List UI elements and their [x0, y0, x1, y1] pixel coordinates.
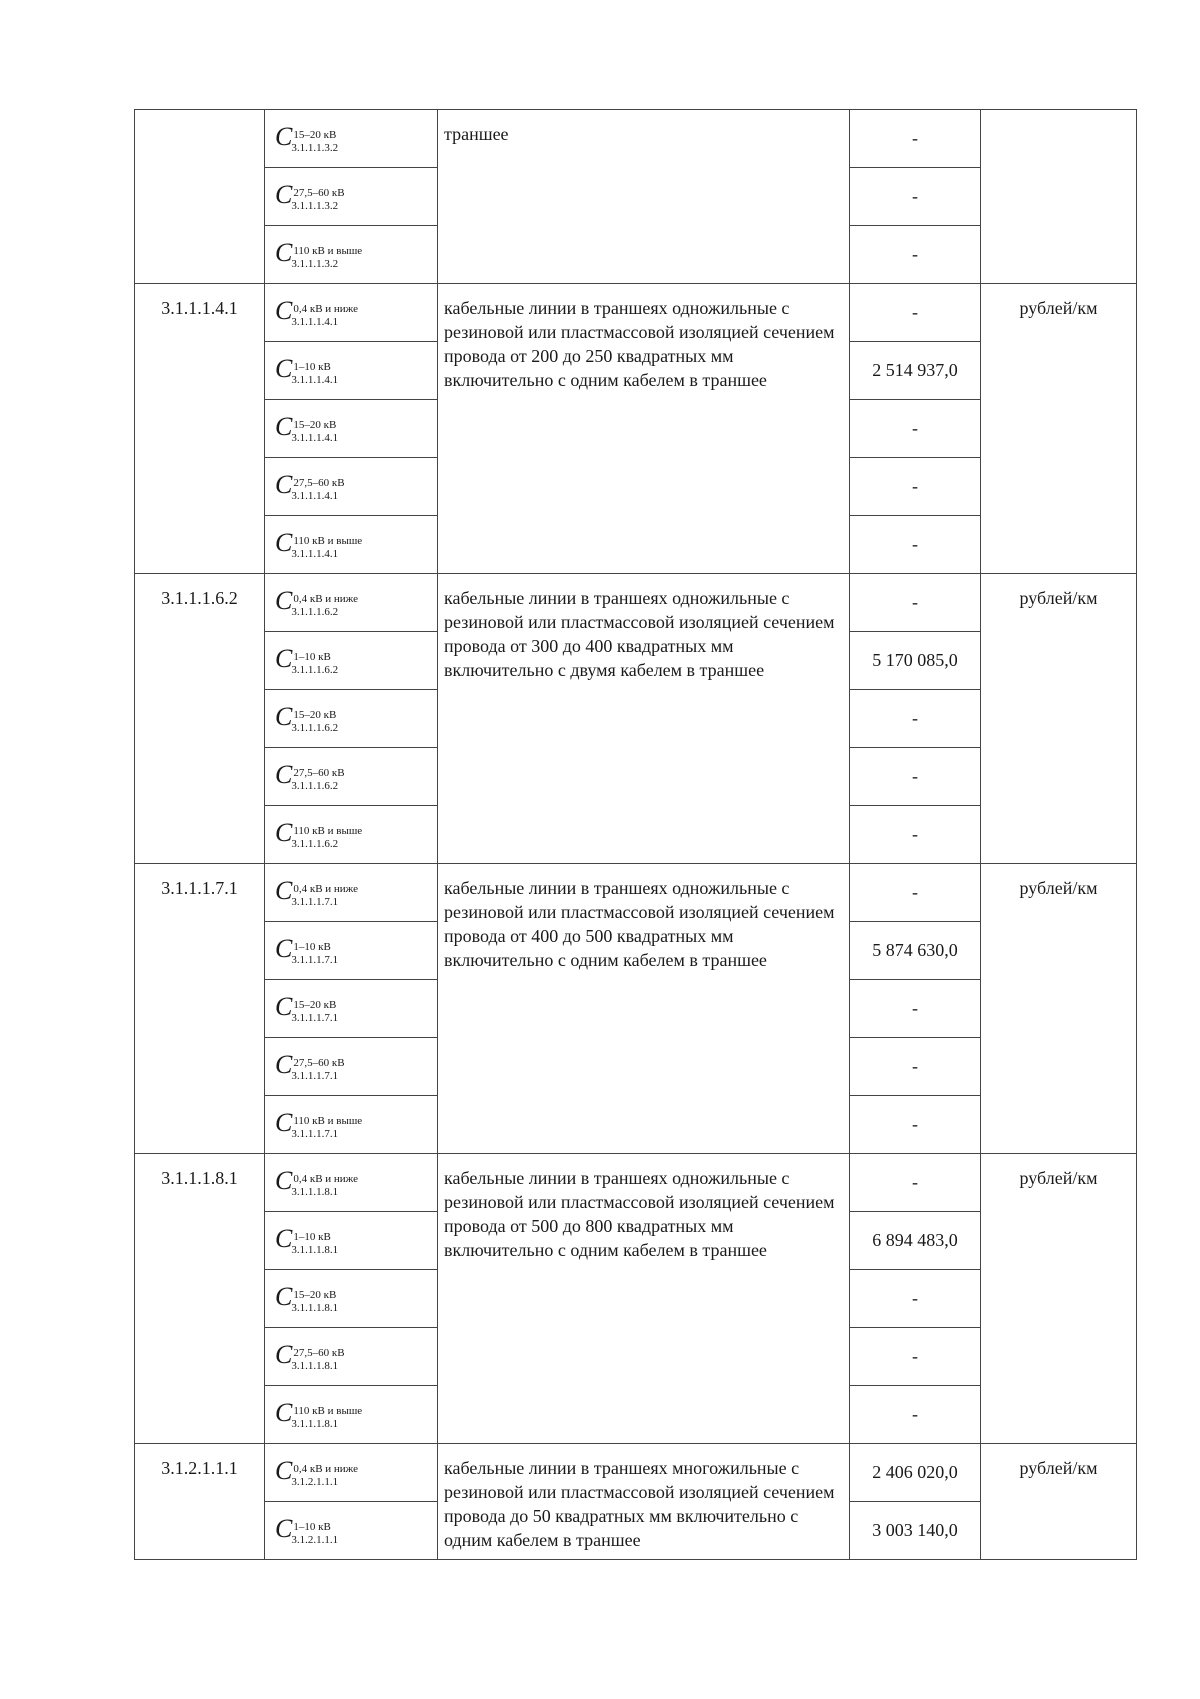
voltage-superscript: 27,5–60 кВ — [293, 186, 345, 199]
rate-value: - — [850, 1096, 981, 1154]
tariff-table — [134, 109, 1137, 1560]
rate-value: 2 406 020,0 — [850, 1444, 981, 1502]
symbol-letter: C — [275, 586, 293, 616]
symbol-letter: C — [275, 412, 293, 442]
voltage-superscript: 1–10 кВ — [293, 940, 331, 953]
rate-value: - — [850, 574, 981, 632]
voltage-superscript: 110 кВ и выше — [293, 1114, 363, 1127]
rate-symbol — [265, 806, 438, 864]
code-subscript: 3.1.1.1.3.2 — [291, 141, 339, 154]
rate-value: 5 170 085,0 — [850, 632, 981, 690]
symbol-letter: C — [275, 1340, 293, 1370]
item-code: 3.1.1.1.7.1 — [135, 864, 265, 1154]
symbol-letter: C — [275, 1050, 293, 1080]
code-subscript: 3.1.1.1.6.2 — [291, 663, 339, 676]
code-subscript: 3.1.1.1.6.2 — [291, 721, 339, 734]
rate-symbol — [265, 516, 438, 574]
code-subscript: 3.1.1.1.8.1 — [291, 1359, 339, 1372]
rate-symbol — [265, 980, 438, 1038]
rate-symbol — [265, 1328, 438, 1386]
code-subscript: 3.1.1.1.4.1 — [291, 431, 339, 444]
code-subscript: 3.1.1.1.4.1 — [291, 315, 339, 328]
voltage-superscript: 15–20 кВ — [293, 1288, 337, 1301]
rate-value: - — [850, 226, 981, 284]
symbol-letter: C — [275, 354, 293, 384]
symbol-letter: C — [275, 528, 293, 558]
voltage-superscript: 27,5–60 кВ — [293, 1056, 345, 1069]
code-subscript: 3.1.1.1.7.1 — [291, 1069, 339, 1082]
rate-symbol — [265, 1212, 438, 1270]
code-subscript: 3.1.1.1.3.2 — [291, 257, 339, 270]
symbol-letter: C — [275, 1166, 293, 1196]
item-description: кабельные линии в траншеях одножильные с резиновой или пластмассовой изоляцией сечением провода от 200 до 250 квадратных мм включительно с одним кабелем в траншее — [438, 284, 850, 574]
unit-label: рублей/км — [981, 864, 1137, 1154]
rate-value: - — [850, 1386, 981, 1444]
rate-symbol — [265, 1038, 438, 1096]
rate-value: - — [850, 284, 981, 342]
voltage-superscript: 110 кВ и выше — [293, 244, 363, 257]
item-code — [135, 110, 265, 284]
item-description: кабельные линии в траншеях одножильные с резиновой или пластмассовой изоляцией сечением провода от 500 до 800 квадратных мм включительно с одним кабелем в траншее — [438, 1154, 850, 1444]
rate-symbol — [265, 1444, 438, 1502]
rate-symbol — [265, 690, 438, 748]
symbol-letter: C — [275, 122, 293, 152]
rate-symbol — [265, 1096, 438, 1154]
table-row — [135, 574, 1137, 632]
code-subscript: 3.1.1.1.4.1 — [291, 373, 339, 386]
code-subscript: 3.1.1.1.7.1 — [291, 1127, 339, 1140]
voltage-superscript: 1–10 кВ — [293, 1230, 331, 1243]
rate-value: - — [850, 400, 981, 458]
voltage-superscript: 15–20 кВ — [293, 418, 337, 431]
item-description: кабельные линии в траншеях одножильные с резиновой или пластмассовой изоляцией сечением провода от 300 до 400 квадратных мм включительно с двумя кабелем в траншее — [438, 574, 850, 864]
voltage-superscript: 27,5–60 кВ — [293, 1346, 345, 1359]
rate-value: 3 003 140,0 — [850, 1502, 981, 1560]
symbol-letter: C — [275, 876, 293, 906]
rate-symbol — [265, 342, 438, 400]
rate-symbol — [265, 574, 438, 632]
symbol-letter: C — [275, 238, 293, 268]
rate-value: 2 514 937,0 — [850, 342, 981, 400]
item-description: траншее — [438, 110, 850, 284]
unit-label: рублей/км — [981, 1444, 1137, 1560]
code-subscript: 3.1.2.1.1.1 — [291, 1475, 339, 1488]
item-description: кабельные линии в траншеях многожильные с резиновой или пластмассовой изоляцией сечением провода до 50 квадратных мм включительно с одним кабелем в траншее — [438, 1444, 850, 1560]
table-row — [135, 864, 1137, 922]
rate-value: - — [850, 980, 981, 1038]
voltage-superscript: 110 кВ и выше — [293, 1404, 363, 1417]
item-code: 3.1.2.1.1.1 — [135, 1444, 265, 1560]
unit-label: рублей/км — [981, 574, 1137, 864]
rate-value: - — [850, 690, 981, 748]
rate-value: - — [850, 864, 981, 922]
code-subscript: 3.1.1.1.8.1 — [291, 1301, 339, 1314]
symbol-letter: C — [275, 1108, 293, 1138]
rate-symbol — [265, 168, 438, 226]
code-subscript: 3.1.2.1.1.1 — [291, 1533, 339, 1546]
rate-value: 6 894 483,0 — [850, 1212, 981, 1270]
voltage-superscript: 110 кВ и выше — [293, 824, 363, 837]
code-subscript: 3.1.1.1.7.1 — [291, 1011, 339, 1024]
symbol-letter: C — [275, 992, 293, 1022]
symbol-letter: C — [275, 644, 293, 674]
voltage-superscript: 110 кВ и выше — [293, 534, 363, 547]
symbol-letter: C — [275, 1514, 293, 1544]
symbol-letter: C — [275, 180, 293, 210]
code-subscript: 3.1.1.1.7.1 — [291, 895, 339, 908]
rate-value: - — [850, 1328, 981, 1386]
symbol-letter: C — [275, 470, 293, 500]
rate-symbol — [265, 110, 438, 168]
code-subscript: 3.1.1.1.7.1 — [291, 953, 339, 966]
rate-value: - — [850, 748, 981, 806]
item-description: кабельные линии в траншеях одножильные с резиновой или пластмассовой изоляцией сечением провода от 400 до 500 квадратных мм включительно с одним кабелем в траншее — [438, 864, 850, 1154]
rate-symbol — [265, 284, 438, 342]
table-row — [135, 1444, 1137, 1502]
table-row — [135, 284, 1137, 342]
rate-symbol — [265, 748, 438, 806]
rate-symbol — [265, 632, 438, 690]
rate-value: - — [850, 806, 981, 864]
rate-value: - — [850, 1270, 981, 1328]
voltage-superscript: 0,4 кВ и ниже — [293, 882, 359, 895]
table-row — [135, 110, 1137, 168]
code-subscript: 3.1.1.1.8.1 — [291, 1417, 339, 1430]
symbol-letter: C — [275, 702, 293, 732]
rate-value: - — [850, 458, 981, 516]
rate-symbol — [265, 458, 438, 516]
unit-label: рублей/км — [981, 284, 1137, 574]
rate-value: - — [850, 1154, 981, 1212]
voltage-superscript: 0,4 кВ и ниже — [293, 302, 359, 315]
rate-symbol — [265, 1502, 438, 1560]
voltage-superscript: 15–20 кВ — [293, 708, 337, 721]
code-subscript: 3.1.1.1.8.1 — [291, 1243, 339, 1256]
rate-value: - — [850, 168, 981, 226]
symbol-letter: C — [275, 1224, 293, 1254]
rate-value: - — [850, 516, 981, 574]
code-subscript: 3.1.1.1.4.1 — [291, 547, 339, 560]
code-subscript: 3.1.1.1.6.2 — [291, 837, 339, 850]
rate-symbol — [265, 226, 438, 284]
voltage-superscript: 0,4 кВ и ниже — [293, 592, 359, 605]
code-subscript: 3.1.1.1.3.2 — [291, 199, 339, 212]
voltage-superscript: 1–10 кВ — [293, 360, 331, 373]
symbol-letter: C — [275, 818, 293, 848]
voltage-superscript: 0,4 кВ и ниже — [293, 1172, 359, 1185]
symbol-letter: C — [275, 934, 293, 964]
table-row — [135, 1154, 1137, 1212]
symbol-letter: C — [275, 1398, 293, 1428]
rate-symbol — [265, 922, 438, 980]
item-code: 3.1.1.1.8.1 — [135, 1154, 265, 1444]
item-code: 3.1.1.1.6.2 — [135, 574, 265, 864]
code-subscript: 3.1.1.1.4.1 — [291, 489, 339, 502]
rate-symbol — [265, 1154, 438, 1212]
rate-value: - — [850, 110, 981, 168]
unit-label — [981, 110, 1137, 284]
code-subscript: 3.1.1.1.6.2 — [291, 605, 339, 618]
rate-symbol — [265, 864, 438, 922]
rate-symbol — [265, 400, 438, 458]
tariff-table-body — [135, 110, 1137, 1560]
unit-label: рублей/км — [981, 1154, 1137, 1444]
rate-symbol — [265, 1386, 438, 1444]
voltage-superscript: 15–20 кВ — [293, 998, 337, 1011]
voltage-superscript: 1–10 кВ — [293, 1520, 331, 1533]
item-code: 3.1.1.1.4.1 — [135, 284, 265, 574]
rate-symbol — [265, 1270, 438, 1328]
symbol-letter: C — [275, 296, 293, 326]
symbol-letter: C — [275, 1282, 293, 1312]
symbol-letter: C — [275, 760, 293, 790]
voltage-superscript: 15–20 кВ — [293, 128, 337, 141]
voltage-superscript: 27,5–60 кВ — [293, 766, 345, 779]
symbol-letter: C — [275, 1456, 293, 1486]
code-subscript: 3.1.1.1.6.2 — [291, 779, 339, 792]
rate-value: 5 874 630,0 — [850, 922, 981, 980]
voltage-superscript: 27,5–60 кВ — [293, 476, 345, 489]
voltage-superscript: 0,4 кВ и ниже — [293, 1462, 359, 1475]
rate-value: - — [850, 1038, 981, 1096]
code-subscript: 3.1.1.1.8.1 — [291, 1185, 339, 1198]
voltage-superscript: 1–10 кВ — [293, 650, 331, 663]
